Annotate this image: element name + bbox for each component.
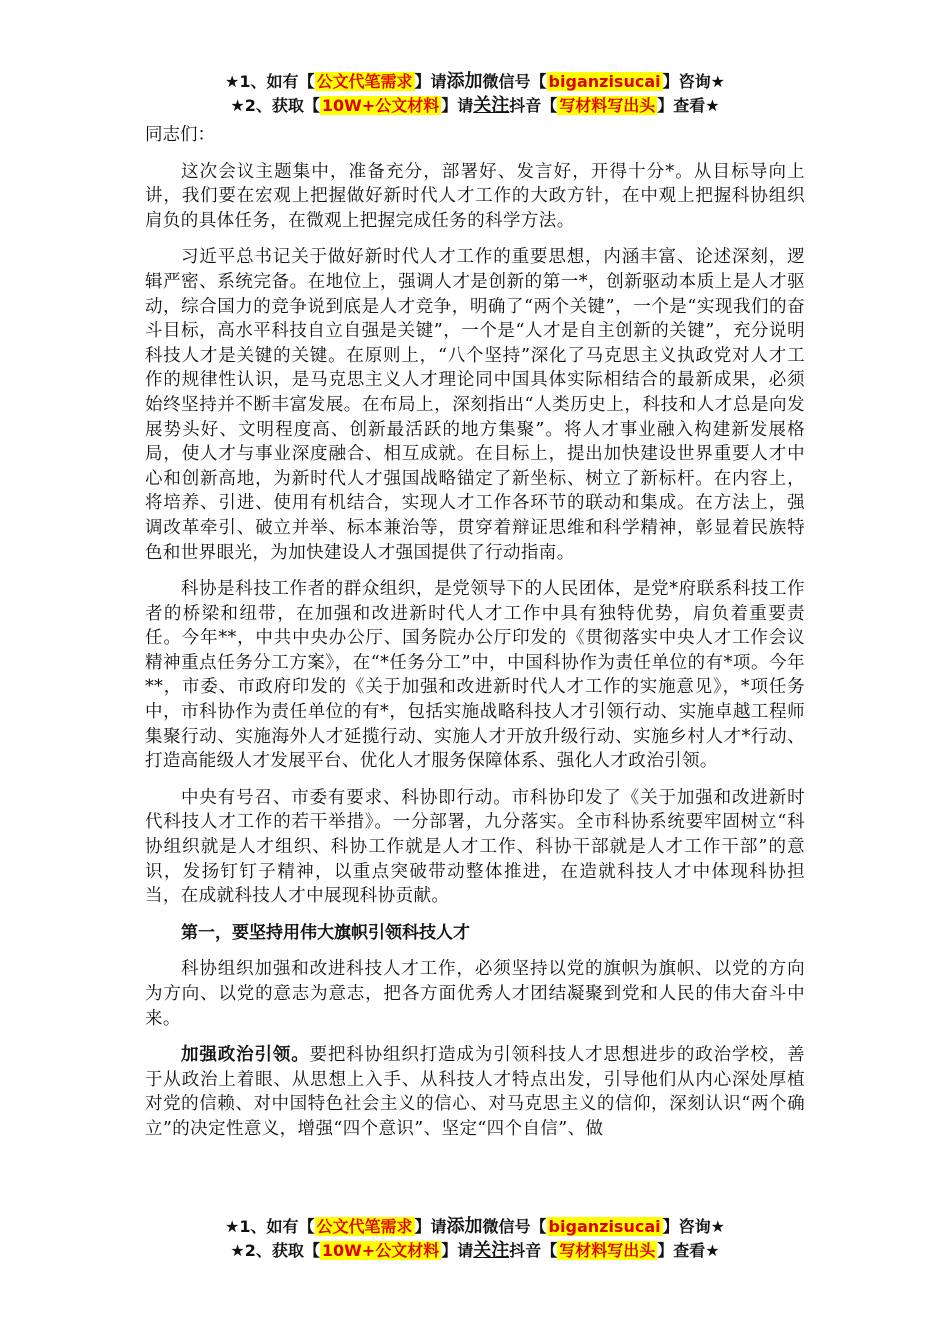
banner-highlight: 公文代笔需求 xyxy=(316,72,413,91)
paragraph: 科协组织加强和改进科技人才工作，必须坚持以党的旗帜为旗帜、以党的方向为方向、以党的意志为意志，把各方面优秀人才团结凝聚到党和人民的伟大奋斗中来。 xyxy=(145,959,805,1029)
banner-line-1 xyxy=(0,1215,950,1239)
top-banner xyxy=(0,70,950,118)
banner-text: 微信号【 xyxy=(482,72,547,91)
banner-douyin-id: 写材料写出头 xyxy=(559,96,656,115)
banner-emphasis: 关注 xyxy=(473,95,510,116)
banner-text: 】咨询★ xyxy=(662,1217,725,1236)
banner-highlight: 10W+公文材料 xyxy=(321,96,440,115)
paragraph: 科协是科技工作者的群众组织，是党领导下的人民团体，是党*府联系科技工作者的桥梁和纽带，在加强和改进新时代人才工作中具有独特优势，肩负着重要责任。今年**，中共中央办公厅、国务院办公厅印发的《贯彻落实中央人才工作会议精神重点任务分工方案》，在“*任务分工”中，中国科协作为责任单位的有*项。今年**，市委、市政府印发的《关于加强和改进新时代人才工作的实施意见》，*项任务中，市科协作为责任单位的有*，包括实施战略科技人才引领行动、实施卓越工程师集聚行动、实施海外人才延揽行动、实施人才开放升级行动、实施乡村人才*行动、打造高能级人才发展平台、优化人才服务保障体系、强化人才政治引领。 xyxy=(145,579,805,772)
banner-text: ★1、如有【 xyxy=(225,72,315,91)
paragraph: 习近平总书记关于做好新时代人才工作的重要思想，内涵丰富、论述深刻，逻辑严密、系统完备。在地位上，强调人才是创新的第一*，创新驱动本质上是人才驱动，综合国力的竞争说到底是人才竞争，明确了“两个关键”，一个是“实现我们的奋斗目标，高水平科技自立自强是关键”，一个是“人才是自主创新的关键”，充分说明科技人才是关键的关键。在原则上，“八个坚持”深化了马克思主义执政党对人才工作的规律性认识，是马克思主义人才理论同中国具体实际相结合的最新成果，必须始终坚持并不断丰富发展。在布局上，深刻指出“人类历史上，科技和人才总是向发展势头好、文明程度高、创新最活跃的地方集聚”。将人才事业融入构建新发展格局，使人才与事业深度融合、相互成就。在目标上，提出加快建设世界重要人才中心和创新高地，为新时代人才强国战略锚定了新坐标、树立了新标杆。在内容上，将培养、引进、使用有机结合，实现人才工作各环节的联动和集成。在方法上，强调改革牵引、破立并举、标本兼治等，贯穿着辩证思维和科学精神，彰显着民族特色和世界眼光，为加快建设人才强国提供了行动指南。 xyxy=(145,247,805,563)
banner-text: 】查看★ xyxy=(657,1241,720,1260)
banner-wechat-id: biganzisucai xyxy=(548,72,661,91)
banner-douyin-id: 写材料写出头 xyxy=(559,1241,656,1260)
banner-text: 】请 xyxy=(441,96,474,115)
banner-line-2 xyxy=(0,94,950,118)
paragraph-text: 要把科协组织打造成为引领科技人才思想进步的政治学校，善于从政治上着眼、从思想上入手、从科技人才特点出发，引导他们从内心深处厚植对党的信赖、对中国特色社会主义的信心、对马克思主义的信仰，深刻认识“两个确立”的决定性意义，增强“四个意识”、坚定“四个自信”、做 xyxy=(145,1045,805,1139)
banner-text: 】请 xyxy=(441,1241,474,1260)
document-content xyxy=(145,123,805,1193)
banner-wechat-id: biganzisucai xyxy=(548,1217,661,1236)
banner-line-1 xyxy=(0,70,950,94)
paragraph: 这次会议主题集中，准备充分，部署好、发言好，开得十分*。从目标导向上讲，我们要在宏观上把握做好新时代人才工作的大政方针，在中观上把握科协组织肩负的具体任务，在微观上把握完成任务的科学方法。 xyxy=(145,161,805,231)
section-heading: 第一，要坚持用伟大旗帜引领科技人才 xyxy=(181,922,470,943)
bottom-banner xyxy=(0,1215,950,1263)
banner-line-2 xyxy=(0,1239,950,1263)
banner-text: 抖音【 xyxy=(509,96,558,115)
paragraph-lead: 加强政治引领。 xyxy=(181,1045,310,1066)
banner-highlight: 公文代笔需求 xyxy=(316,1217,413,1236)
banner-text: 微信号【 xyxy=(482,1217,547,1236)
paragraph: 中央有号召、市委有要求、科协即行动。市科协印发了《关于加强和改进新时代科技人才工作的若干举措》。一分部署，九分落实。全市科协系统要牢固树立“科协组织就是人才组织、科协工作就是人才工作、科协干部就是人才工作干部”的意识，发扬钉钉子精神，以重点突破带动整体推进，在造就科技人才中体现科协担当，在成就科技人才中展现科协贡献。 xyxy=(145,787,805,907)
salutation: 同志们： xyxy=(145,125,215,145)
banner-highlight: 10W+公文材料 xyxy=(321,1241,440,1260)
paragraph xyxy=(145,1043,805,1141)
banner-text: 抖音【 xyxy=(509,1241,558,1260)
banner-emphasis: 添加 xyxy=(446,71,483,92)
banner-text: ★1、如有【 xyxy=(225,1217,315,1236)
banner-text: 】请 xyxy=(414,72,447,91)
banner-text: 】咨询★ xyxy=(662,72,725,91)
banner-text: ★2、获取【 xyxy=(230,1241,320,1260)
banner-text: 】查看★ xyxy=(657,96,720,115)
banner-emphasis: 关注 xyxy=(473,1240,510,1261)
banner-emphasis: 添加 xyxy=(446,1216,483,1237)
document-body xyxy=(145,123,805,1193)
banner-text: 】请 xyxy=(414,1217,447,1236)
banner-text: ★2、获取【 xyxy=(230,96,320,115)
